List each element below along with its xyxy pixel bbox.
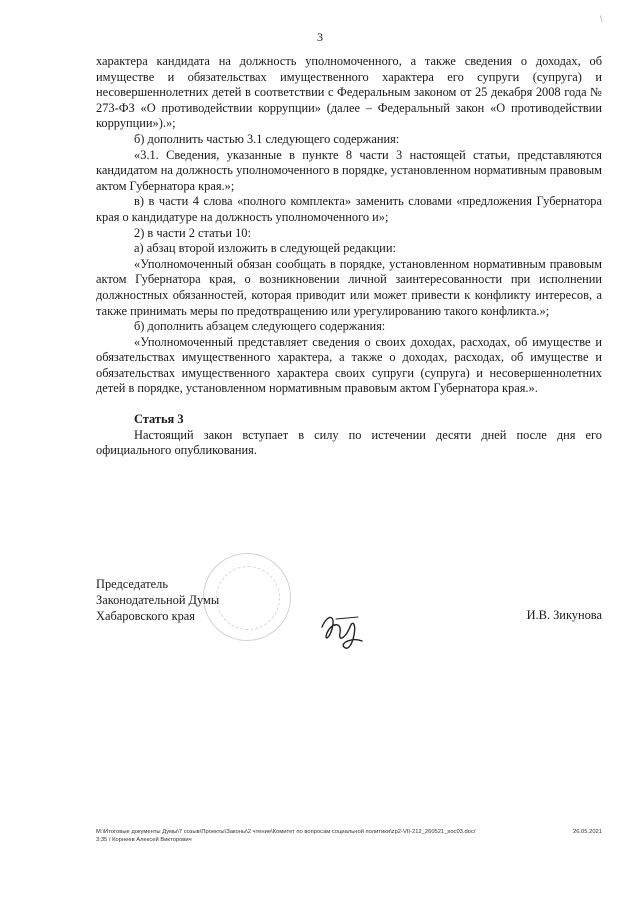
footer-line: 3:35 / Корнеев Алексей Викторович: [96, 837, 192, 843]
paragraph: б) дополнить частью 3.1 следующего содержания:: [134, 131, 400, 146]
paragraph: а) абзац второй изложить в следующей редакции:: [134, 241, 396, 256]
paragraph: «Уполномоченный представляет сведения о своих доходах, расходах, об имуществе и обязательствах имущественного характера, а также о доходах, расходах, об имуществе и обязательствах имущественного характера своих супруги (супруга) и несовершеннолетних детей в порядке, установленном нормативным правовым актом Губернатора края.».: [96, 334, 602, 396]
footer-path: M:\Итоговые документы Думы\7 созыв\Проекты\Законы\2 чтение\Комитет по вопросам социальной политики\zp2-VII-212_260521_soc03.doc/: [96, 829, 476, 835]
signature-title-line: Председатель: [96, 577, 169, 591]
paragraph: «3.1. Сведения, указанные в пункте 8 части 3 настоящей статьи, представляются кандидатом на должность уполномоченного в порядке, установленном нормативным правовым актом Губернатора края.»;: [96, 147, 602, 193]
article-heading: Статья 3: [134, 412, 184, 427]
paragraph: «Уполномоченный обязан сообщать в порядке, установленном нормативным правовым актом Губернатора края, о возникновении личной заинтересованности при исполнении должностных обязанностей, которая приводит или может привести к конфликту интересов, а также принимать меры по предотвращению или урегулированию такого конфликта.»;: [96, 256, 602, 318]
document-body: [96, 54, 602, 459]
signatory-name: И.В. Зикунова: [526, 608, 602, 622]
footer-date: 26.05.2021: [572, 829, 602, 835]
signature-title-line: Хабаровского края: [96, 608, 195, 623]
signature-title-line: Законодательной Думы: [96, 592, 220, 607]
corner-mark: \: [600, 14, 603, 24]
paragraph: в) в части 4 слова «полного комплекта» заменить словами «предложения Губернатора края о кандидатуре на должность уполномоченного и»;: [96, 194, 602, 224]
handwritten-signature: [318, 607, 366, 653]
paragraph: б) дополнить абзацем следующего содержания:: [134, 319, 386, 334]
spacer: [96, 397, 602, 412]
file-path-footer: [96, 828, 602, 844]
paragraph: характера кандидата на должность уполномоченного, а также сведения о доходах, об имуществе и обязательствах имущественного характера его супруги (супруга) и несовершеннолетних детей в соответствии с Федеральным законом от 25 декабря 2008 года № 273-ФЗ «О противодействии коррупции» (далее – Федеральный закон «О противодействии коррупции»).»;: [96, 54, 602, 131]
paragraph: 2) в части 2 статьи 10:: [134, 225, 251, 240]
page-number: 3: [317, 30, 323, 44]
footer-line: [96, 828, 602, 836]
article-text: Настоящий закон вступает в силу по истечении десяти дней после дня его официального опубликования.: [96, 427, 602, 458]
